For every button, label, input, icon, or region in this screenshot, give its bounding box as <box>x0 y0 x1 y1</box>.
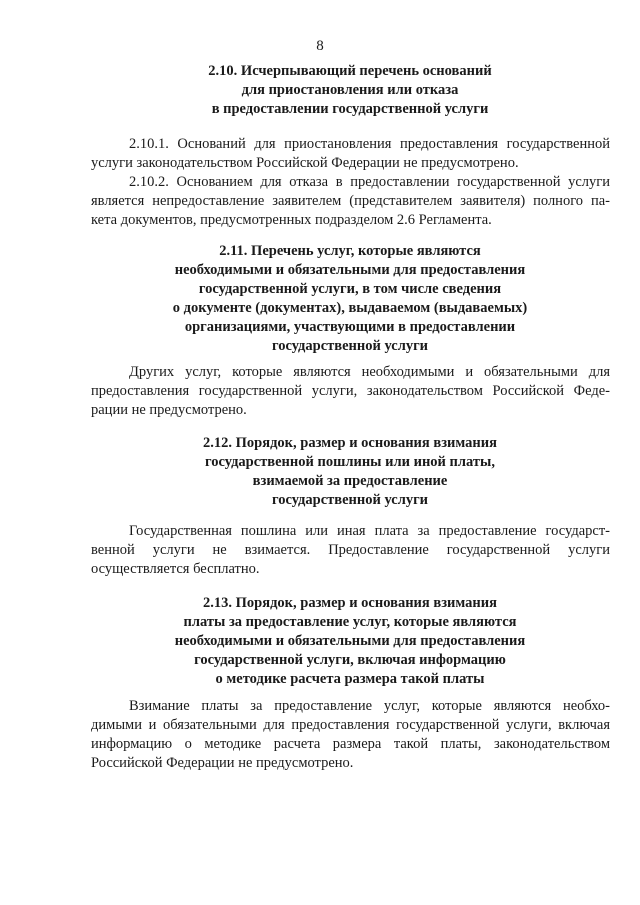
paragraph-line: информацию о методике расчета размера такой платы, законодательством <box>91 736 610 752</box>
paragraph-line: димыми и обязательными для предоставления государственной услуги, включая <box>91 717 610 733</box>
paragraph-line: Взимание платы за предоставление услуг, которые являются необхо- <box>129 698 610 714</box>
heading-line: платы за предоставление услуг, которые являются <box>183 614 517 630</box>
heading-line: 2.11. Перечень услуг, которые являются <box>219 243 481 259</box>
section-2-13-heading <box>80 594 620 689</box>
heading-line: 2.13. Порядок, размер и основания взимания <box>203 595 497 611</box>
paragraph-line: услуги законодательством Российской Федерации не предусмотрено. <box>91 155 519 171</box>
heading-line: государственной услуги, включая информацию <box>194 652 506 668</box>
paragraph-line: осуществляется бесплатно. <box>91 561 260 577</box>
heading-line: государственной услуги <box>271 492 429 508</box>
paragraph-line: Других услуг, которые являются необходимыми и обязательными для <box>129 364 610 380</box>
section-2-12-heading <box>80 434 620 510</box>
heading-line: государственной пошлины или иной платы, <box>205 454 495 470</box>
page-number: 8 <box>316 38 324 54</box>
paragraph-line: Российской Федерации не предусмотрено. <box>91 755 354 771</box>
heading-line: 2.10. Исчерпывающий перечень оснований <box>208 63 492 79</box>
section-2-10-heading <box>80 62 620 119</box>
section-2-10-paragraph-1 <box>91 135 610 173</box>
heading-line: необходимыми и обязательными для предоставления <box>174 262 526 278</box>
paragraph-line: 2.10.1. Оснований для приостановления предоставления государственной <box>129 136 610 152</box>
heading-line: о методике расчета размера такой платы <box>215 671 485 687</box>
section-2-10-paragraph-2 <box>91 173 610 230</box>
heading-line: для приостановления или отказа <box>241 82 459 98</box>
heading-line: 2.12. Порядок, размер и основания взимания <box>203 435 497 451</box>
section-2-11-paragraph-1 <box>91 363 610 420</box>
paragraph-line: является непредоставление заявителем (представителем заявителя) полного па- <box>91 193 610 209</box>
heading-line: в предоставлении государственной услуги <box>211 101 489 117</box>
heading-line: необходимыми и обязательными для предоставления <box>174 633 526 649</box>
heading-line: государственной услуги, в том числе сведения <box>198 281 502 297</box>
paragraph-line: Государственная пошлина или иная плата за предоставление государст- <box>129 523 610 539</box>
section-2-11-heading <box>80 242 620 356</box>
section-2-13-paragraph-1 <box>91 697 610 773</box>
paragraph-line: предоставления государственной услуги, законодательством Российской Феде- <box>91 383 610 399</box>
section-2-12-paragraph-1 <box>91 522 610 579</box>
heading-line: организациями, участвующими в предоставлении <box>184 319 516 335</box>
paragraph-line: кета документов, предусмотренных подразделом 2.6 Регламента. <box>91 212 492 228</box>
heading-line: о документе (документах), выдаваемом (выдаваемых) <box>172 300 528 316</box>
paragraph-line: 2.10.2. Основанием для отказа в предоставлении государственной услуги <box>129 174 610 190</box>
heading-line: взимаемой за предоставление <box>252 473 448 489</box>
heading-line: государственной услуги <box>271 338 429 354</box>
paragraph-line: венной услуги не взимается. Предоставление государственной услуги <box>91 542 610 558</box>
paragraph-line: рации не предусмотрено. <box>91 402 247 418</box>
